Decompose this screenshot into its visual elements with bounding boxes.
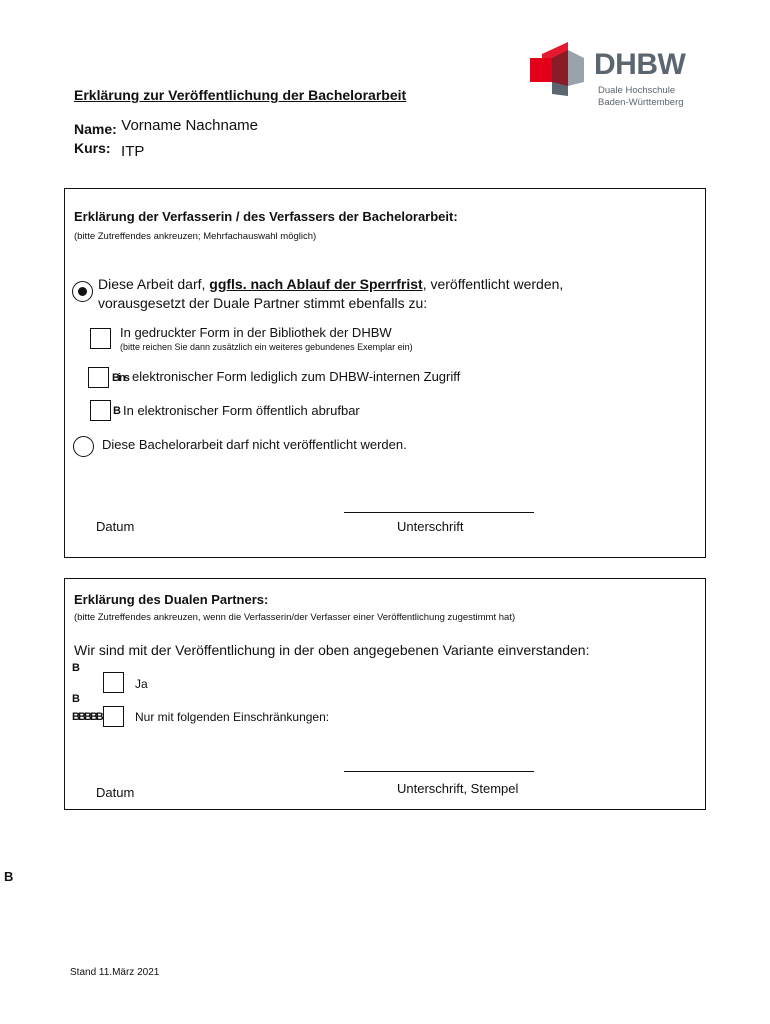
glyph-artifact-3: B <box>72 662 78 674</box>
dhbw-logo-mark <box>528 40 588 100</box>
name-value[interactable]: Vorname Nachname <box>121 117 259 134</box>
publish-allowed-label: Diese Arbeit darf, ggfls. nach Ablauf der Sperrfrist, veröffentlicht werden, <box>98 276 564 292</box>
sperrfrist-emphasis: ggfls. nach Ablauf der Sperrfrist <box>209 276 423 292</box>
print-form-label: In gedruckter Form in der Bibliothek der DHBW <box>120 325 392 340</box>
kurs-value[interactable]: ITP <box>121 143 145 160</box>
glyph-artifact-5: BBBBB <box>72 711 102 723</box>
partner-section-title: Erklärung des Dualen Partners: <box>74 592 269 607</box>
partner-yes-label: Ja <box>135 677 148 691</box>
publish-allowed-radio[interactable] <box>72 281 93 302</box>
publish-allowed-line2: vorausgesetzt der Duale Partner stimmt ebenfalls zu: <box>98 295 428 311</box>
partner-restricted-checkbox[interactable] <box>103 706 124 727</box>
partner-signature-label: Unterschrift, Stempel <box>397 781 519 796</box>
print-form-hint: (bitte reichen Sie dann zusätzlich ein weiteres gebundenes Exemplar ein) <box>120 342 413 352</box>
glyph-artifact-2: B <box>113 405 119 417</box>
author-signature-label: Unterschrift <box>397 519 464 534</box>
author-signature-line <box>344 512 534 513</box>
logo-sub2: Baden-Württemberg <box>598 97 684 108</box>
glyph-artifact-4: B <box>72 693 78 705</box>
logo-brand: DHBW <box>594 48 686 81</box>
footer-stand: Stand 11.März 2021 <box>70 967 160 978</box>
author-section-hint: (bitte Zutreffendes ankreuzen; Mehrfachauswahl möglich) <box>74 231 317 242</box>
author-date-label: Datum <box>96 519 135 534</box>
partner-date-label: Datum <box>96 785 135 800</box>
publish-denied-radio[interactable] <box>73 436 94 457</box>
partner-yes-checkbox[interactable] <box>103 672 124 693</box>
kurs-row: Kurs: ITP <box>74 140 145 160</box>
partner-restricted-label: Nur mit folgenden Einschränkungen: <box>135 710 330 724</box>
publish-denied-label: Diese Bachelorarbeit darf nicht veröffentlicht werden. <box>102 437 407 452</box>
logo-sub1: Duale Hochschule <box>598 85 676 96</box>
author-section-title: Erklärung der Verfasserin / des Verfassers der Bachelorarbeit: <box>74 209 458 224</box>
partner-signature-line <box>344 771 534 772</box>
glyph-artifact-1: Bins <box>112 372 128 384</box>
print-form-checkbox[interactable] <box>90 328 111 349</box>
internal-electronic-checkbox[interactable] <box>88 367 109 388</box>
partner-statement: Wir sind mit der Veröffentlichung in der oben angegebenen Variante einverstanden: <box>74 642 590 658</box>
kurs-label: Kurs <box>74 140 106 156</box>
partner-section-hint: (bitte Zutreffendes ankreuzen, wenn die Verfasserin/der Verfasser einer Veröffentlichung zugestimmt hat) <box>74 612 516 623</box>
page-title: Erklärung zur Veröffentlichung der Bachelorarbeit <box>74 87 407 103</box>
glyph-artifact-6: B <box>4 869 12 884</box>
public-electronic-checkbox[interactable] <box>90 400 111 421</box>
dhbw-logo <box>528 40 708 112</box>
name-row: Name: Vorname Nachname <box>74 117 259 137</box>
public-electronic-label: In elektronischer Form öffentlich abrufbar <box>123 403 360 418</box>
name-label: Name <box>74 121 113 137</box>
internal-electronic-label: elektronischer Form lediglich zum DHBW-internen Zugriff <box>132 369 461 384</box>
